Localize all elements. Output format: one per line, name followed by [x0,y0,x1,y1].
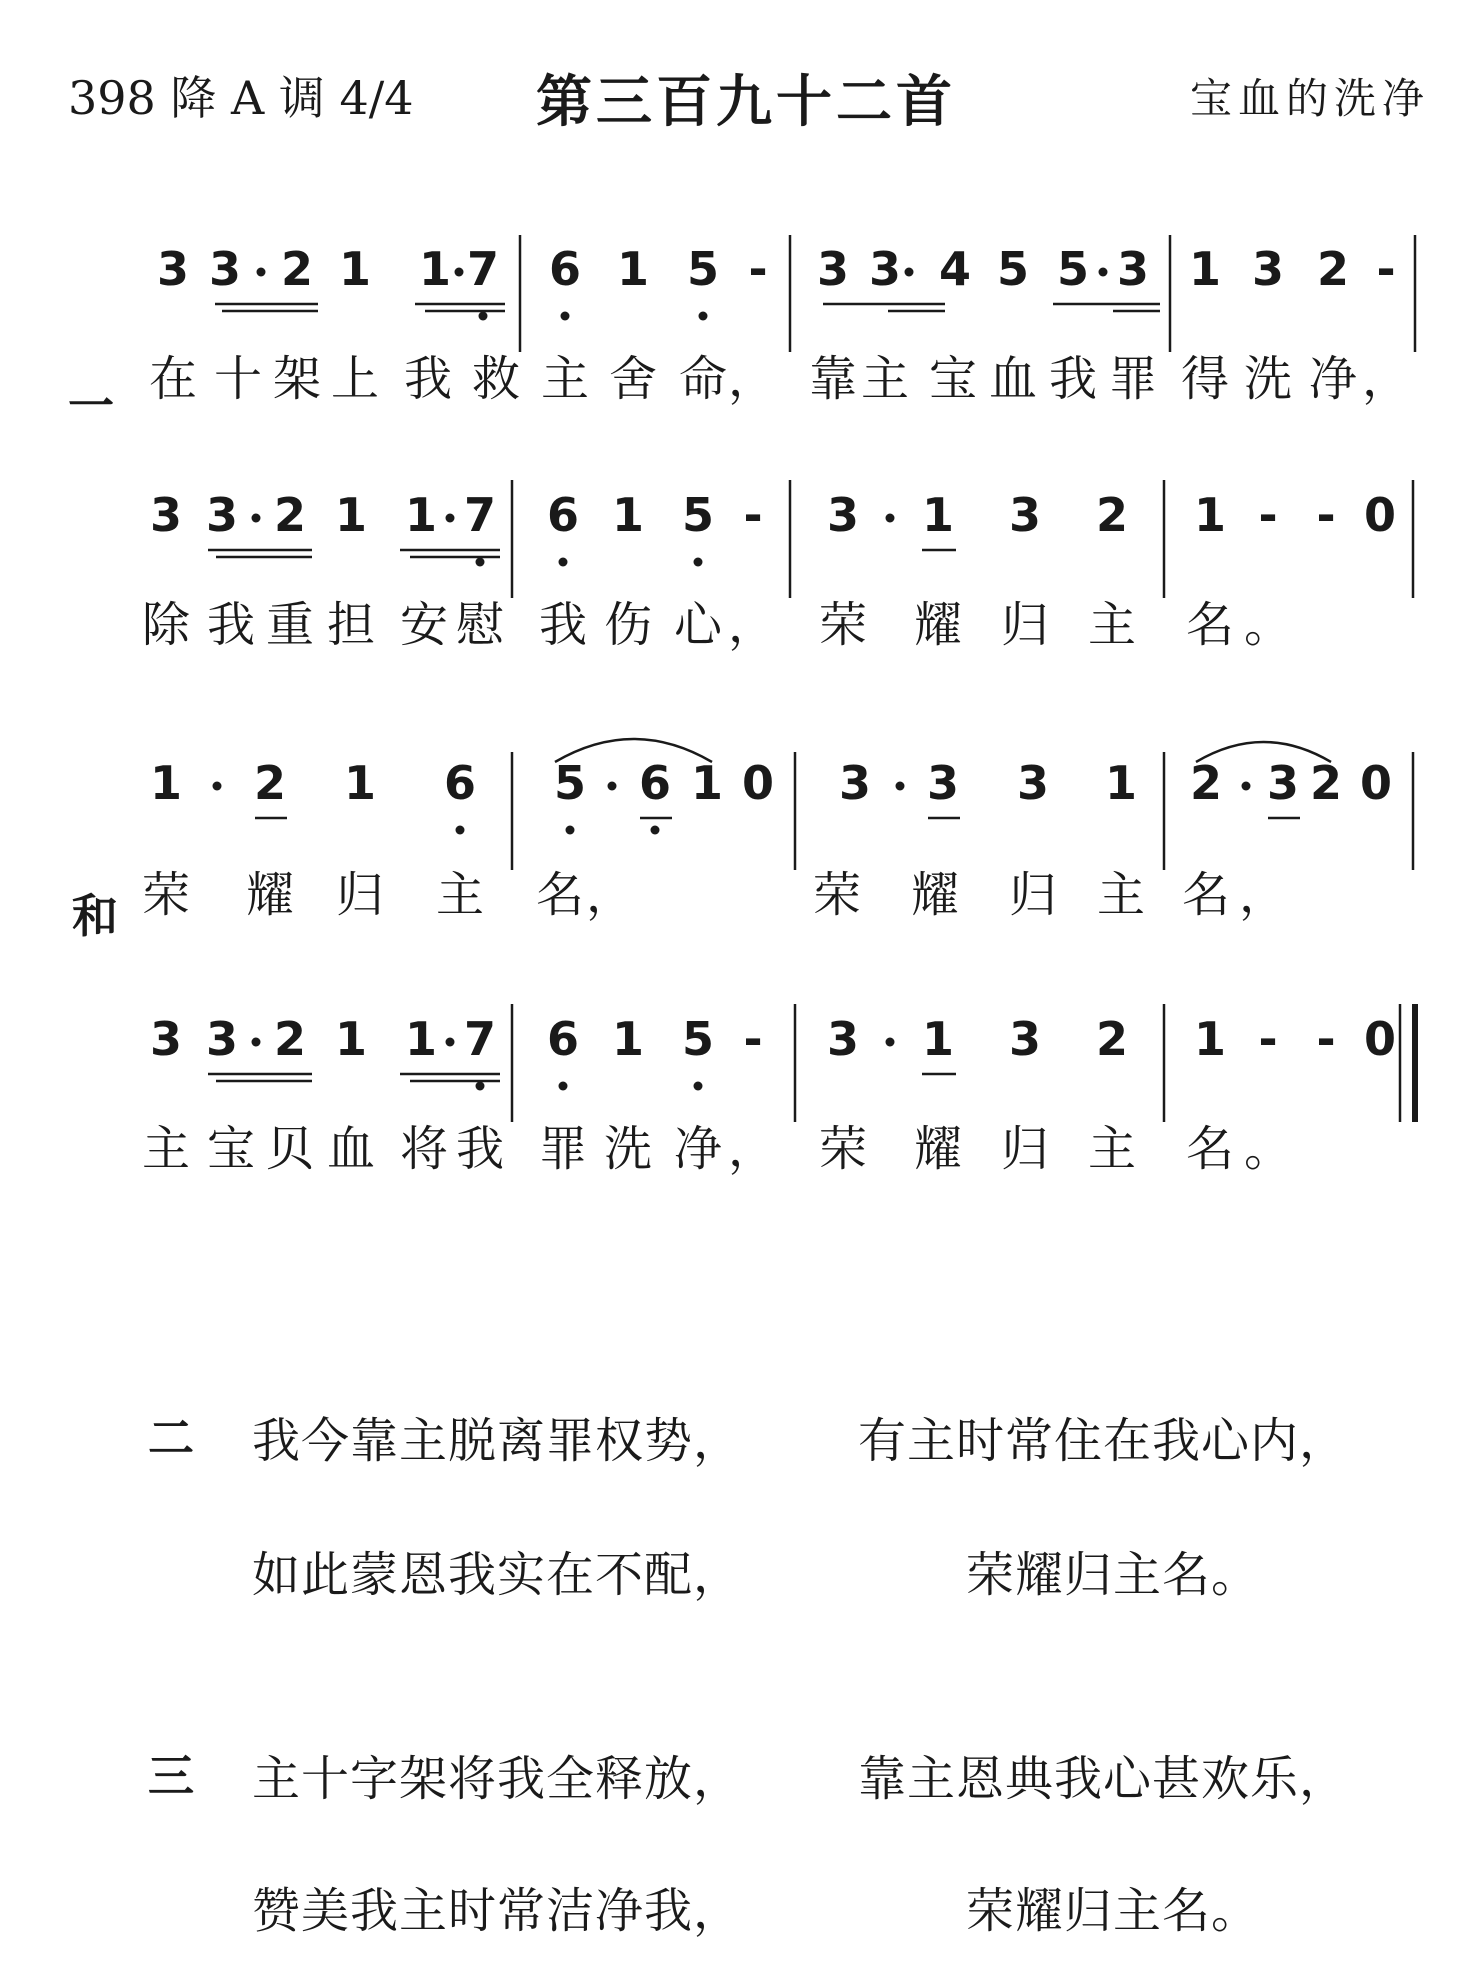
lyric-char: 在 [148,351,198,407]
note: 3 [816,242,850,296]
augmentation-dot [1099,268,1108,277]
note: 3 [868,242,902,296]
lyric-char: 。 [1243,597,1293,653]
verse3-line1a: 主十字架将我全释放， [252,1751,743,1807]
note: 3 [205,1012,239,1066]
lyric-char: 心 [673,597,723,653]
lyric-char: 主 [1096,867,1146,923]
note: 1 [1193,488,1227,542]
note: 1 [1104,756,1138,810]
lyric-char: 归 [1000,1121,1050,1177]
lyric-char: 耀 [913,1121,963,1177]
note: 3 [826,488,860,542]
verse-label-3: 三 [148,1749,194,1803]
verse2-line1a: 我今靠主脱离罪权势， [252,1413,743,1469]
lyric-char: 除 [141,597,191,653]
verse2-line2b: 荣耀归主名。 [966,1547,1261,1603]
note: 3 [1016,756,1050,810]
note: 6 [546,488,580,542]
lyric-char: 名 [1185,1121,1235,1177]
note: 6 [443,756,477,810]
augmentation-dot [252,1038,261,1047]
low-octave-dot [561,312,570,321]
note: 1 [149,756,183,810]
lyric-char: 名 [1181,867,1231,923]
note: 5 [1056,242,1090,296]
augmentation-dot [886,1038,895,1047]
lyric-char: 伤 [603,597,653,653]
lyric-char: 重 [265,597,315,653]
low-octave-dot [699,312,708,321]
lyric-char: 荣 [141,867,191,923]
verse3-line1b: 靠主恩典我心甚欢乐， [858,1751,1349,1807]
note: 1 [611,1012,645,1066]
note: 1 [616,242,650,296]
lyric-char: 我 [403,351,453,407]
lyric-char: 名 [535,867,585,923]
note: 1 [334,488,368,542]
lyric-char: 舍 [608,351,658,407]
lyric-char: 十 [213,351,263,407]
augmentation-dot [446,1038,455,1047]
augmentation-dot [1242,782,1251,791]
note: 1 [334,1012,368,1066]
note: 1 [404,1012,438,1066]
hymn-name: 宝血的洗净 [1189,74,1430,123]
note: 3 [838,756,872,810]
note: 0 [1363,488,1397,542]
lyric-char: 归 [335,867,385,923]
lyric-char: 贝 [265,1121,315,1177]
low-octave-dot [566,826,575,835]
note: 5 [681,1012,715,1066]
note: 7 [463,1012,497,1066]
note: 6 [638,756,672,810]
sustain-dash: - [743,1012,763,1066]
note: 2 [1309,756,1343,810]
lyric-char: 洗 [1243,351,1293,407]
note: 1 [404,488,438,542]
hymn-number-key: 398 降 A 调 4/4 [68,71,414,125]
sustain-dash: - [1258,488,1278,542]
low-octave-dot [476,1082,485,1091]
slur [555,739,712,762]
note: 1 [1188,242,1222,296]
note: 2 [1316,242,1350,296]
lyric-char: 血 [326,1121,376,1177]
note: 3 [205,488,239,542]
note: 1 [921,488,955,542]
lyric-char: 我 [455,1121,505,1177]
lyric-char: 。 [1243,1121,1293,1177]
low-octave-dot [651,826,660,835]
lyric-char: 上 [330,351,380,407]
low-octave-dot [559,558,568,567]
sustain-dash: - [1258,1012,1278,1066]
note: 7 [463,488,497,542]
lyric-char: ， [727,1121,777,1177]
augmentation-dot [446,514,455,523]
lyric-char: 血 [988,351,1038,407]
lyric-char: 主 [1087,1121,1137,1177]
low-octave-dot [456,826,465,835]
augmentation-dot [608,782,617,791]
note: 1 [338,242,372,296]
lyric-char: 我 [206,597,256,653]
low-octave-dot [694,1082,703,1091]
lyric-char: 净 [673,1121,723,1177]
verse2-line2a: 如此蒙恩我实在不配， [252,1547,743,1603]
lyric-char: 救 [471,351,521,407]
lyric-char: 罪 [1108,351,1158,407]
low-octave-dot [559,1082,568,1091]
lyric-char: 耀 [910,867,960,923]
note: 3 [149,1012,183,1066]
low-octave-dot [476,558,485,567]
lyric-char: ， [727,597,777,653]
note: 0 [1363,1012,1397,1066]
verse3-line2a: 赞美我主时常洁净我， [252,1883,743,1939]
lyric-char: 靠 [808,351,858,407]
lyric-char: 宝 [206,1121,256,1177]
lyric-char: 将 [399,1121,449,1177]
sustain-dash: - [748,242,768,296]
note: 6 [548,242,582,296]
lyric-char: 主 [141,1121,191,1177]
lyric-char: ， [1361,351,1411,407]
note: 3 [926,756,960,810]
note: 2 [1095,1012,1129,1066]
note: 3 [1266,756,1300,810]
augmentation-dot [886,514,895,523]
note: 1 [690,756,724,810]
lyric-char: 我 [1048,351,1098,407]
note: 3 [1008,488,1042,542]
note: 3 [826,1012,860,1066]
lyric-char: 荣 [812,867,862,923]
note: 2 [253,756,287,810]
note: 2 [1095,488,1129,542]
note: 0 [741,756,775,810]
note: 1 [1193,1012,1227,1066]
note: 1 [921,1012,955,1066]
note: 2 [273,488,307,542]
note: 1 [418,242,452,296]
lyric-char: 荣 [818,1121,868,1177]
lyric-char: 架 [272,351,322,407]
note: 3 [1116,242,1150,296]
note: 5 [996,242,1030,296]
chorus-label: 和 [72,889,118,943]
augmentation-dot [905,268,914,277]
lyric-char: 主 [860,351,910,407]
note: 1 [343,756,377,810]
lyric-char: 宝 [928,351,978,407]
note: 4 [938,242,972,296]
sustain-dash: - [1316,488,1336,542]
lyric-char: 耀 [245,867,295,923]
lyric-char: ， [1238,867,1288,923]
note: 5 [553,756,587,810]
lyric-char: 慰 [455,597,505,653]
lyric-char: 安 [399,597,449,653]
lyric-char: 主 [1087,597,1137,653]
sustain-dash: - [743,488,763,542]
lyric-char: 名 [1185,597,1235,653]
lyric-char: ， [585,867,635,923]
low-octave-dot [479,312,488,321]
note: 3 [156,242,190,296]
lyric-char: 归 [1000,597,1050,653]
augmentation-dot [213,782,222,791]
augmentation-dot [252,514,261,523]
verse-label-2: 二 [148,1411,194,1465]
sustain-dash: - [1316,1012,1336,1066]
lyric-char: 主 [435,867,485,923]
verse3-line2b: 荣耀归主名。 [966,1883,1261,1939]
verse-label-1: 一 [68,379,114,433]
lyric-char: 洗 [603,1121,653,1177]
lyric-char: 我 [538,597,588,653]
lyric-char: 命 [678,351,728,407]
note: 3 [208,242,242,296]
note: 6 [546,1012,580,1066]
page-title: 第三百九十二首 [536,70,956,135]
low-octave-dot [694,558,703,567]
lyric-char: 耀 [913,597,963,653]
lyric-char: 担 [326,597,376,653]
note: 3 [1008,1012,1042,1066]
note: 5 [686,242,720,296]
sustain-dash: - [1376,242,1396,296]
lyric-char: 主 [540,351,590,407]
note: 2 [1189,756,1223,810]
lyric-char: 荣 [818,597,868,653]
note: 0 [1359,756,1393,810]
lyric-char: 罪 [538,1121,588,1177]
lyric-char: ， [727,351,777,407]
note: 3 [1251,242,1285,296]
augmentation-dot [896,782,905,791]
note: 2 [280,242,314,296]
note: 7 [466,242,500,296]
augmentation-dot [257,268,266,277]
note: 3 [149,488,183,542]
slur [1196,742,1331,762]
lyric-char: 净 [1308,351,1358,407]
note: 1 [611,488,645,542]
note: 5 [681,488,715,542]
lyric-char: 得 [1180,351,1230,407]
augmentation-dot [455,268,464,277]
note: 2 [273,1012,307,1066]
lyric-char: 归 [1008,867,1058,923]
verse2-line1b: 有主时常住在我心内， [858,1413,1349,1469]
